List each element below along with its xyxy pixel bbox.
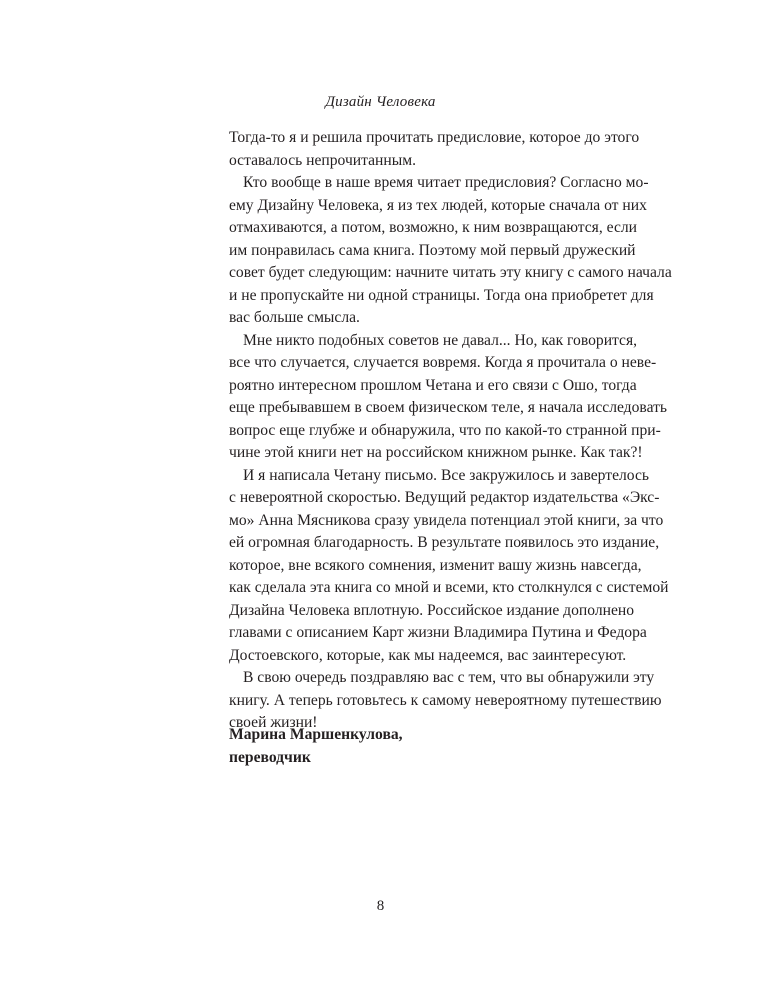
text-line: вопрос еще глубже и обнаружила, что по какой-то странной при- [229,421,661,439]
text-line: Дизайна Человека вплотную. Российское издание дополнено [229,601,635,619]
text-line: книгу. А теперь готовьтесь к самому невероятному путешествию [229,691,662,709]
text-line: И я написала Четану письмо. Все закружилось и завертелось [243,466,649,484]
text-line: им понравилась сама книга. Поэтому мой первый дружеский [229,241,636,259]
paragraph-4 [229,465,669,668]
text-line: еще пребывавшем в своем физическом теле, я начала исследовать [229,399,668,416]
text-line: своей жизни! [229,714,318,731]
text-line: и не пропускайте ни одной страницы. Тогда она приобретет для [229,286,654,304]
body-text [229,127,672,735]
text-line: главами с описанием Карт жизни Владимира Путина и Федора [229,624,647,641]
running-header: Дизайн Человека [325,94,436,110]
paragraph-1 [229,127,640,172]
text-line: ей огромная благодарность. В результате появилось это издание, [229,534,660,551]
text-line: отмахиваются, а потом, возможно, к ним возвращаются, если [229,219,638,236]
paragraph-3 [229,330,668,465]
text-line: чине этой книги нет на российском книжном рынке. Как так?! [229,444,643,461]
text-line: мо» Анна Мясникова сразу увидела потенциал этой книги, за что [229,511,664,529]
signature-role: переводчик [229,748,311,766]
text-line: Тогда-то я и решила прочитать предисловие, которое до этого [229,129,640,146]
text-line: роятно интересном прошлом Четана и его связи с Ошо, тогда [229,376,637,394]
text-line: В свою очередь поздравляю вас с тем, что вы обнаружили эту [243,669,655,686]
paragraph-2 [229,172,672,330]
text-line: совет будет следующим: начните читать эту книгу с самого начала [229,264,672,281]
page-number: 8 [376,898,385,914]
text-line: Достоевского, которые, как мы надеемся, вас заинтересуют. [229,646,627,664]
signature [229,724,403,769]
text-line: вас больше смысла. [229,309,360,326]
text-line: все что случается, случается вовремя. Когда я прочитала о неве- [229,354,657,371]
text-line: оставалось непрочитанным. [229,151,416,169]
text-line: с невероятной скоростью. Ведущий редактор издательства «Экс- [229,489,660,506]
text-line: Мне никто подобных советов не давал... Но, как говорится, [243,331,638,349]
text-line: Кто вообще в наше время читает предисловия? Согласно мо- [243,174,649,191]
text-line: которое, вне всякого сомнения, изменит вашу жизнь навсегда, [229,556,642,574]
text-line: как сделала эта книга со мной и всеми, кто столкнулся с системой [229,579,669,596]
signature-name: Марина Маршенкулова, [229,726,403,743]
text-line: ему Дизайну Человека, я из тех людей, которые сначала от них [229,196,647,214]
